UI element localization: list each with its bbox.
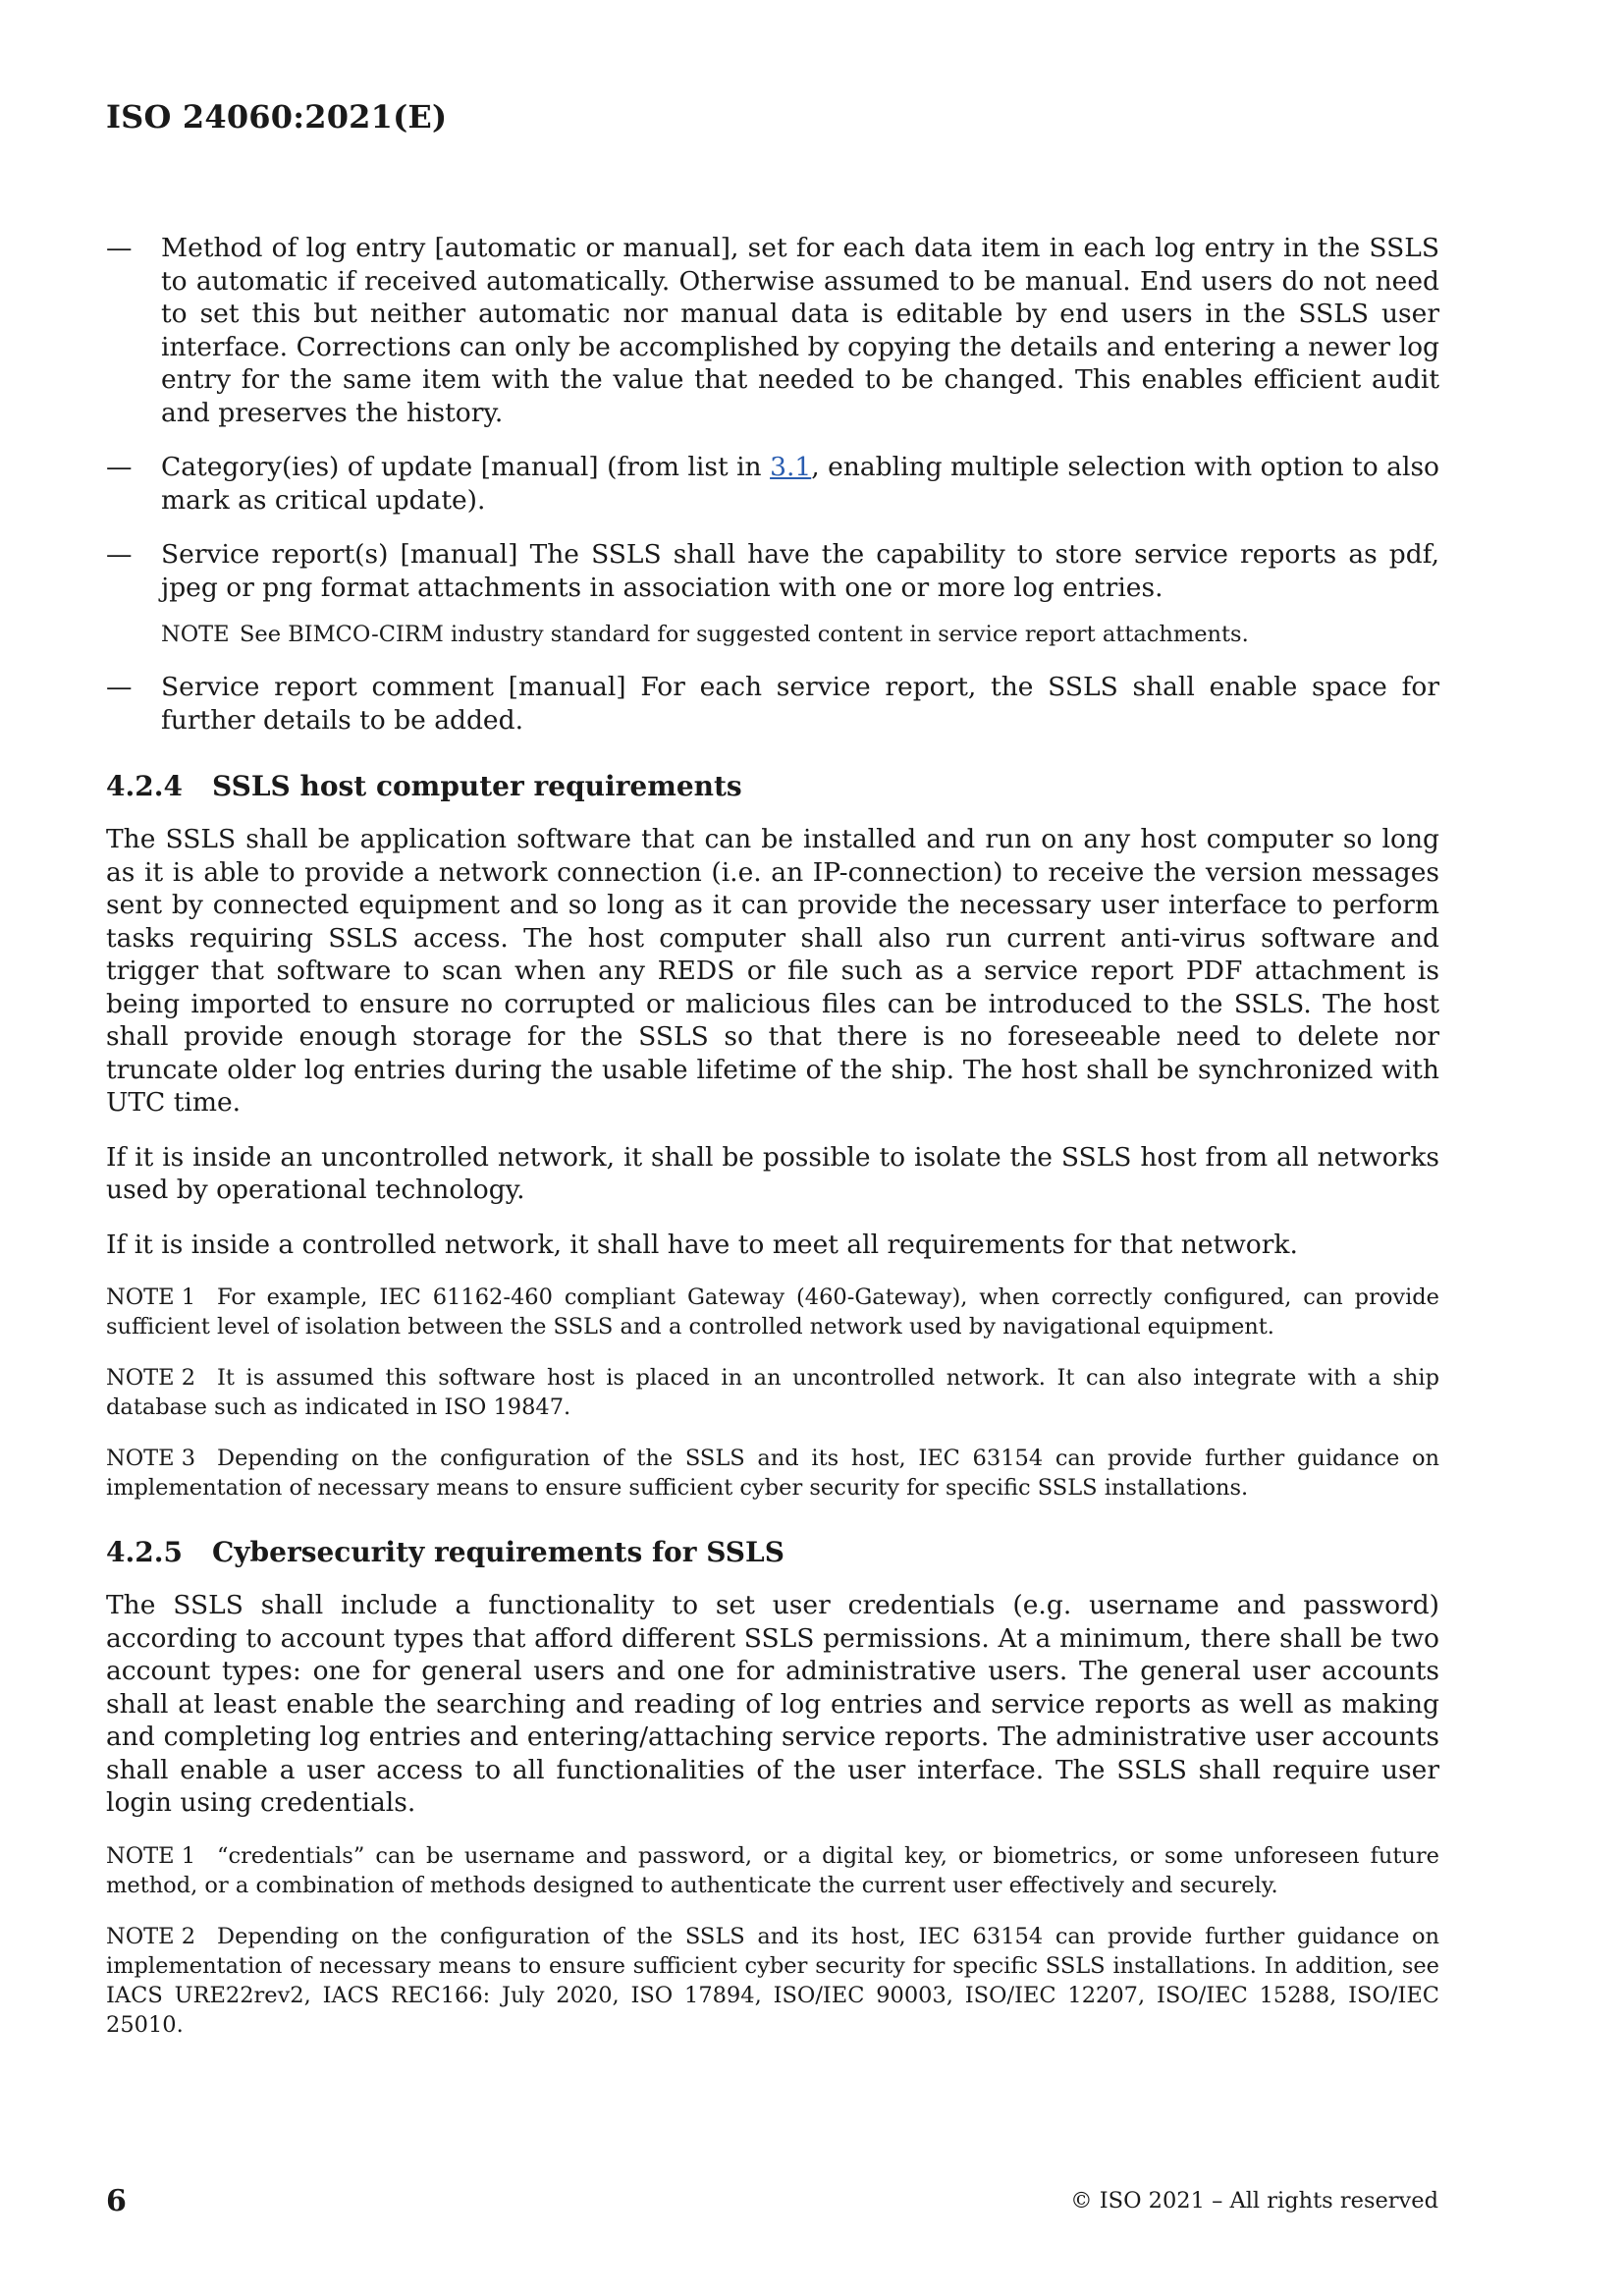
list-note [161,620,1439,649]
list-dash: — [106,452,133,482]
note-label: NOTE 3 [106,1446,196,1471]
list-dash: — [106,539,133,570]
list-item-text: Method of log entry [automatic or manual], set for each data item in each log entry in the SSLS to automatic if received automatically. Otherwise assumed to be manual. End users do not need to set this but neither automatic nor manual data is editable by end users in the SSLS user interface. Corrections can only be accomplished by copying the details and entering a newer log entry for the same item with the value that needed to be changed. This enables efficient audit and preserves the history. [161,233,1439,428]
list-item-text: Service report comment [manual] For each service report, the SSLS shall enable space for further details to be added. [161,672,1439,736]
note [106,1283,1439,1341]
list-item-text: Service report(s) [manual] The SSLS shall have the capability to store service reports as pdf, jpeg or png format attachments in association with one or more log entries. [161,539,1439,603]
note [106,1841,1439,1900]
standard-id: ISO 24060:2021(E) [106,98,448,136]
note [106,1922,1439,2040]
paragraph: The SSLS shall be application software that can be installed and run on any host computer so long as it is able to provide a network connection (i.e. an IP-connection) to receive the version messages sent by connected equipment and so long as it can provide the necessary user interface to perform tasks requiring SSLS access. The host computer shall also run current anti-virus software and trigger that software to scan when any REDS or file such as a service report PDF attachment is being imported to ensure no corrupted or malicious files can be introduced to the SSLS. The host shall provide enough storage for the SSLS so that there is no foreseeable need to delete nor truncate older log entries during the usable lifetime of the ship. The host shall be synchronized with UTC time. [106,824,1439,1118]
note-label: NOTE 2 [106,1365,196,1391]
note-text: Depending on the configuration of the SSLS and its host, IEC 63154 can provide further guidance on implementation of necessary means to ensure sufficient cyber security for specific SSLS installations. In addition, see IACS URE22rev2, IACS REC166: July 2020, ISO 17894, ISO/IEC 90003, ISO/IEC 12207, ISO/IEC 15288, ISO/IEC 25010. [106,1923,1439,2038]
note-text: “credentials” can be username and password, or a digital key, or biometrics, or some unforeseen future method, or a combination of methods designed to authenticate the current user effectively and securely. [106,1842,1439,1898]
note [106,1444,1439,1503]
note [106,1363,1439,1422]
clause-link[interactable]: 3.1 [770,452,812,482]
note-label: NOTE 1 [106,1842,196,1869]
note-text: For example, IEC 61162-460 compliant Gateway (460-Gateway), when correctly configured, can provide sufficient level of isolation between the SSLS and a controlled network used by navigational equipment. [106,1285,1439,1339]
section-title: Cybersecurity requirements for SSLS [212,1536,784,1568]
list-dash: — [106,233,133,263]
page-number: 6 [106,2184,127,2218]
list-dash: — [106,672,133,702]
section-title: SSLS host computer requirements [212,770,742,802]
paragraph: The SSLS shall include a functionality to set user credentials (e.g. username and password) according to account types that afford different SSLS permissions. At a minimum, there shall be two account types: one for general users and one for administrative users. The general user accounts shall at least enable the searching and reading of log entries and service reports as well as making and completing log entries and entering/attaching service reports. The administrative user accounts shall enable a user access to all functionalities of the user interface. The SSLS shall require user login using credentials. [106,1590,1439,1818]
list-item [106,671,1439,737]
note-label: NOTE 1 [106,1285,196,1310]
list-item [106,451,1439,517]
list-item-text-end: , enabling multiple selection with option to also mark as critical update). [161,452,1439,516]
list-item [106,232,1439,429]
page-content [106,232,1439,2061]
paragraph: If it is inside a controlled network, it shall have to meet all requirements for that network. [106,1229,1298,1260]
list-item-text-start: Category(ies) of update [manual] (from list in [161,452,771,482]
section-heading-4-2-5 [106,1536,1439,1569]
note-text: Depending on the configuration of the SSLS and its host, IEC 63154 can provide further guidance on implementation of necessary means to ensure sufficient cyber security for specific SSLS installations. [106,1446,1439,1501]
paragraph: If it is inside an uncontrolled network, it shall be possible to isolate the SSLS host from all networks used by operational technology. [106,1141,1439,1205]
note-text: See BIMCO-CIRM industry standard for suggested content in service report attachments. [240,622,1249,647]
copyright-notice: © ISO 2021 – All rights reserved [1070,2188,1438,2214]
section-heading-4-2-4 [106,770,1439,803]
note-label: NOTE 2 [106,1923,196,1949]
section-number: 4.2.4 [106,770,183,802]
list-item-text [161,451,1439,517]
list-item [106,538,1439,604]
section-number: 4.2.5 [106,1536,183,1568]
note-label: NOTE [161,622,230,647]
note-text: It is assumed this software host is placed in an uncontrolled network. It can also integrate with a ship database such as indicated in ISO 19847. [106,1365,1439,1420]
